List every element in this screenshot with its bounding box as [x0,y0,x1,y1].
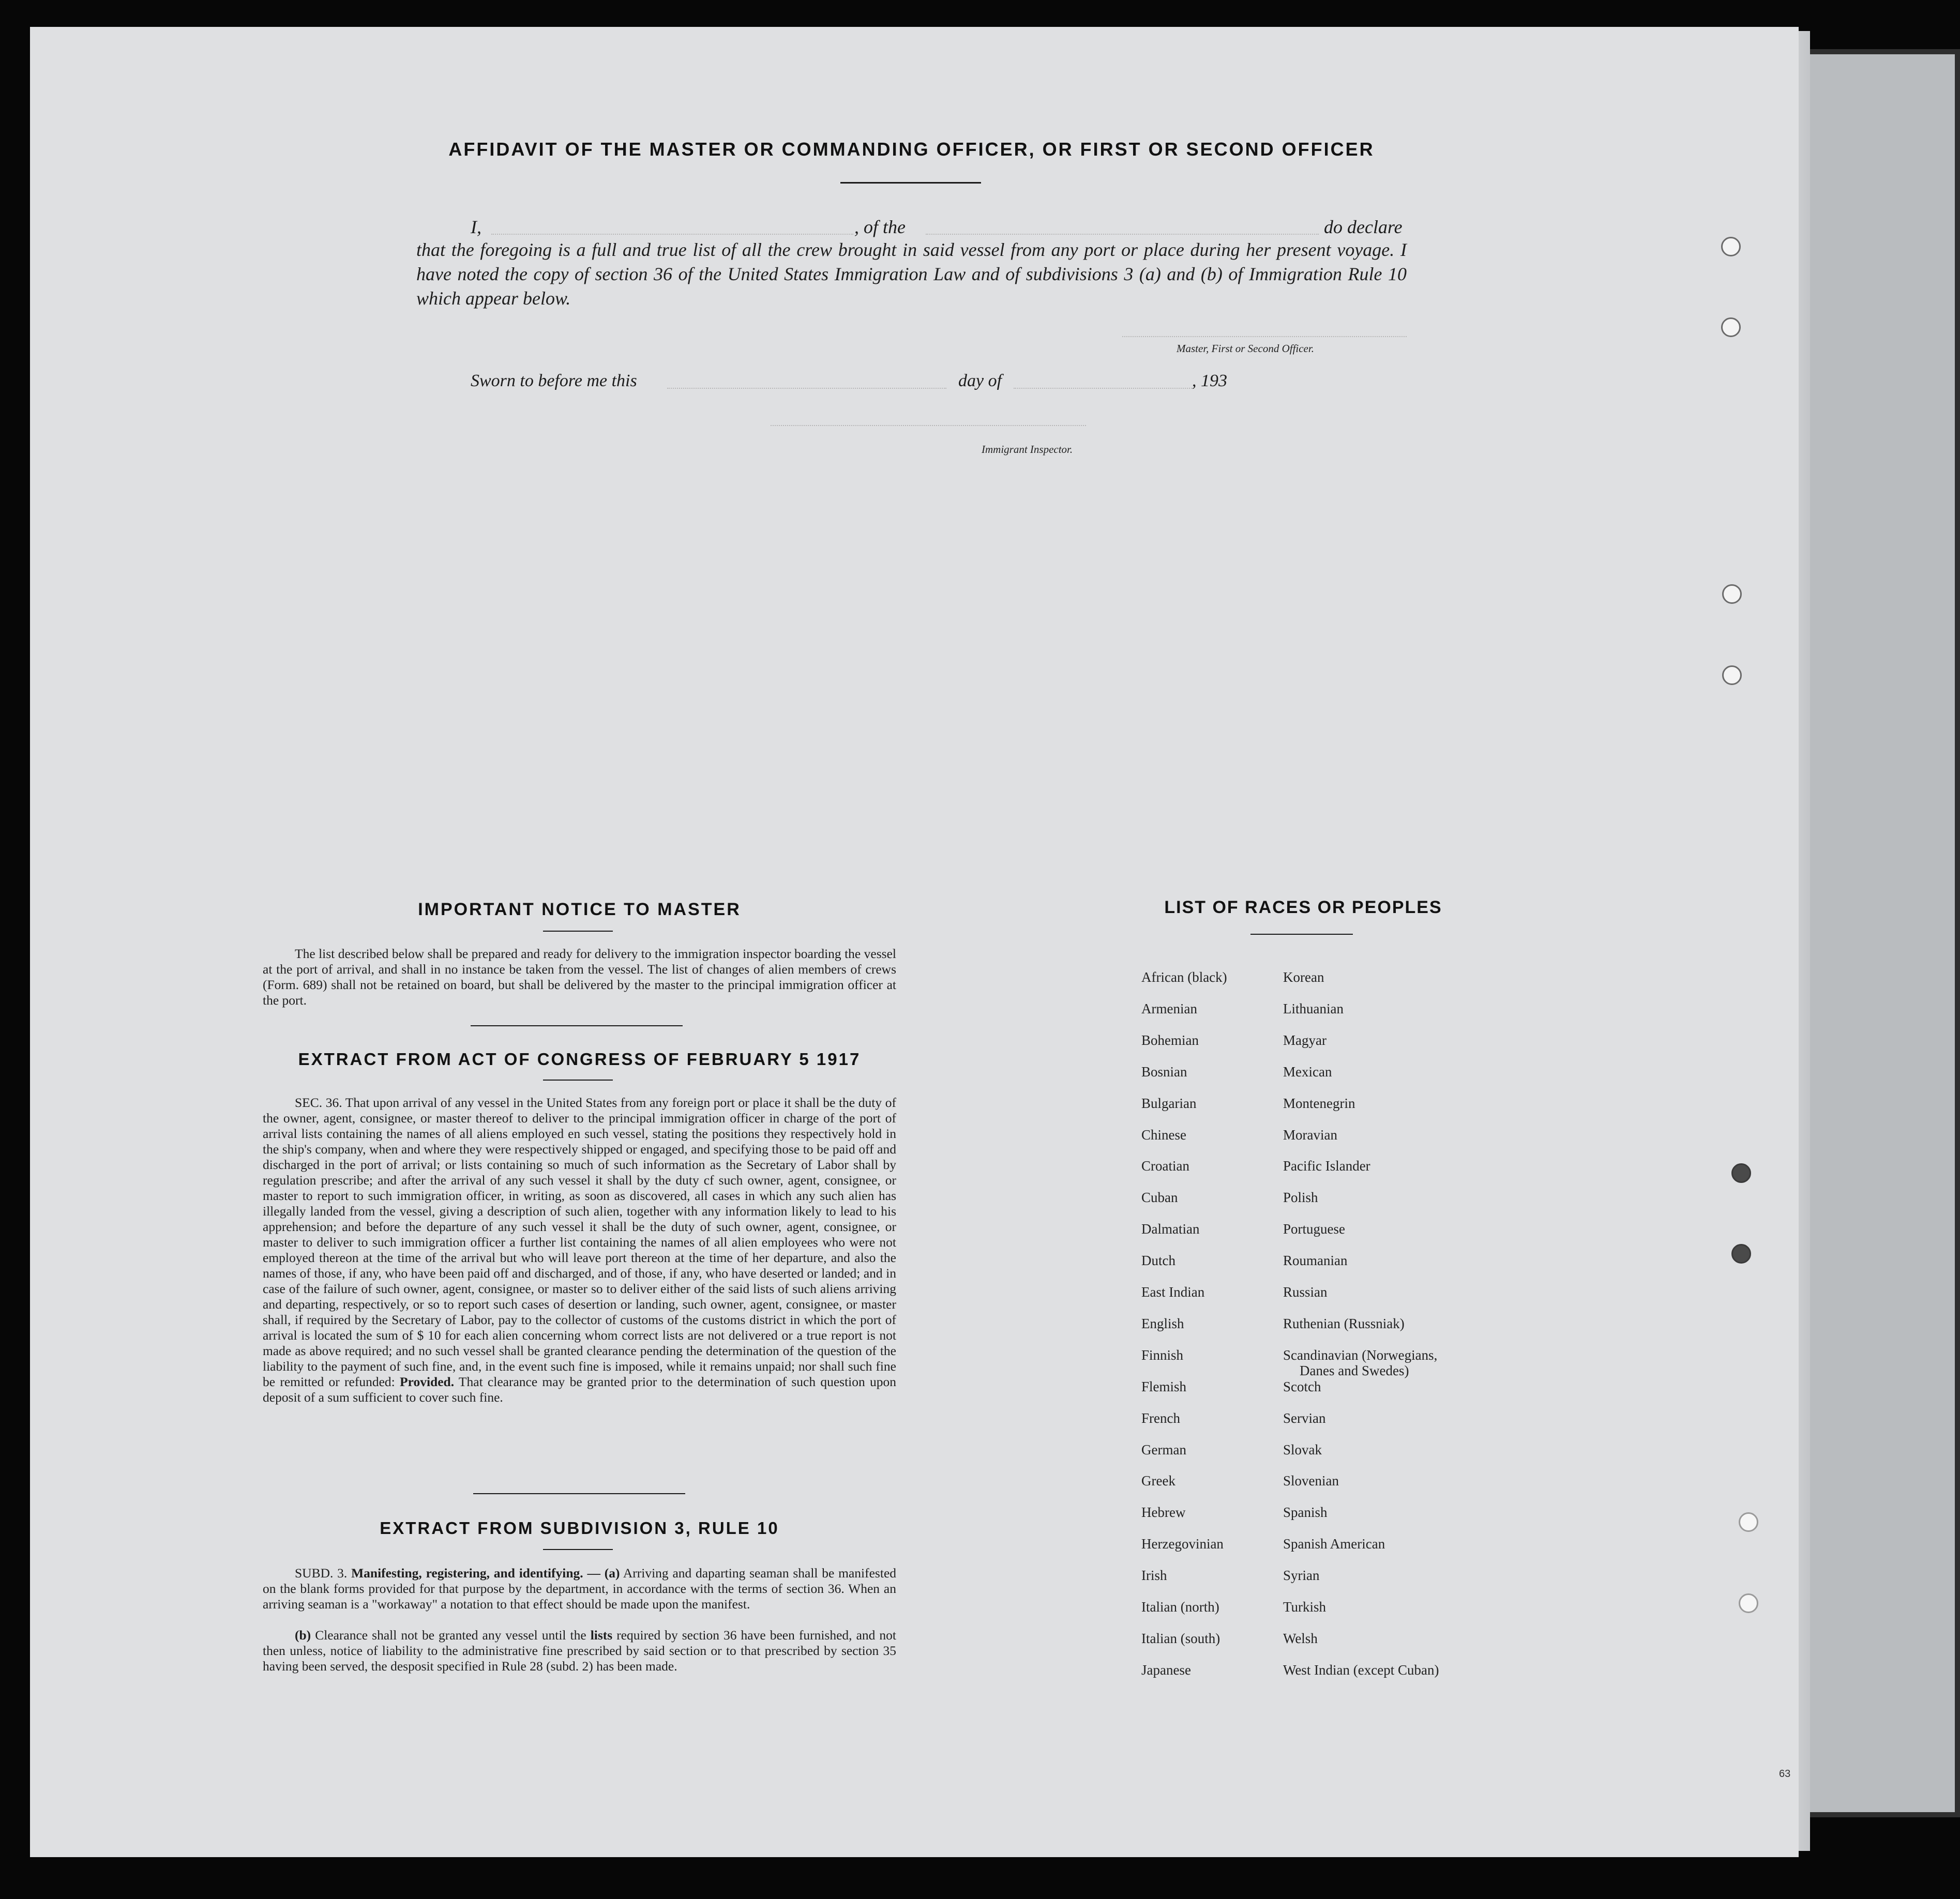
race-item: Italian (south) [1141,1630,1220,1646]
race-item: Montenegrin [1283,1095,1355,1111]
race-item: Scandinavian (Norwegians, [1283,1347,1438,1363]
race-item-continuation: Danes and Swedes) [1300,1363,1409,1378]
rule-a-prefix: SUBD. 3. [295,1566,348,1581]
year-label: , 193 [1192,371,1227,390]
signature-label: Master, First or Second Officer. [1177,342,1314,355]
race-item: Irish [1141,1568,1167,1584]
page-number: 63 [1779,1768,1791,1780]
races-title: LIST OF RACES OR PEOPLES [1164,898,1442,917]
race-item: Herzegovinian [1141,1536,1224,1552]
race-item: Ruthenian (Russniak) [1283,1315,1405,1331]
rule-extract-a [263,1566,896,1612]
inspector-line [771,425,1086,426]
binder-hole-icon [1722,584,1742,604]
month-line [1014,388,1192,389]
act-extract-body [263,1095,896,1405]
race-item: Turkish [1283,1599,1326,1615]
binder-hole-icon [1739,1593,1758,1613]
notice-title: IMPORTANT NOTICE TO MASTER [418,900,741,919]
race-item: Portuguese [1283,1221,1345,1237]
race-item: Dalmatian [1141,1221,1200,1237]
title-rule [840,182,981,184]
race-item: Spanish American [1283,1536,1385,1552]
binder-hole-icon [1721,317,1741,337]
rule-extract-b [263,1628,896,1674]
race-item: Greek [1141,1473,1175,1489]
rule-rule [543,1549,613,1550]
race-item: Chinese [1141,1127,1186,1143]
rule-b-part2: required by section 36 have been furnished, and not then unless, notice of liability to the administrative fine prescribed by said section or to that prescribed by section 35 having been served, the desposit specified in Rule 28 (subd. 2) has been made. [263,1628,897,1674]
act-body-end: That clearance may be granted prior to the determination of such question upon deposit of a sum sufficient to cover such fine. [263,1374,897,1405]
race-item: Hebrew [1141,1505,1186,1521]
race-item: Finnish [1141,1347,1184,1363]
rule-a-bold: Manifesting, registering, and identifying. — (a) [351,1566,620,1581]
binder-hole-icon [1739,1512,1758,1532]
race-item: Syrian [1283,1568,1320,1584]
binder-hole-icon [1721,237,1741,256]
race-item: Slovak [1283,1441,1322,1457]
day-of-label: day of [958,371,1002,390]
sworn-label: Sworn to before me this [471,371,637,390]
affidavit-i-label: I, [471,217,481,237]
race-item: Cuban [1141,1190,1178,1206]
race-item: Bosnian [1141,1064,1187,1080]
binder-hole-icon [1722,665,1742,685]
race-item: Moravian [1283,1127,1337,1143]
race-item: East Indian [1141,1284,1205,1300]
binder-hole-icon [1731,1163,1751,1183]
race-item: Welsh [1283,1630,1318,1646]
binder-hole-icon [1731,1244,1751,1264]
affidavit-of-the-label: , of the [854,217,906,237]
vessel-line [926,234,1319,235]
race-item: Japanese [1141,1662,1191,1678]
signature-line [1122,336,1407,337]
race-item: Flemish [1141,1378,1187,1394]
race-item: Spanish [1283,1505,1328,1521]
notice-rule [543,931,613,932]
back-sheet-edge [1795,54,1955,1812]
act-provided: Provided. [400,1374,455,1389]
rule-a-body: Arriving and daparting seaman shall be manifested on the blank forms provided for that purpose by the department, in accordance with the terms of section 36. When an arriving seaman is a "workaway" a notation to that effect should be made upon the manifest. [263,1566,897,1612]
race-item: Roumanian [1283,1253,1348,1269]
rule-b-part1: Clearance shall not be granted any vessel until the [315,1628,586,1643]
race-item: Russian [1283,1284,1328,1300]
race-item: French [1141,1410,1180,1426]
act-extract-title: EXTRACT FROM ACT OF CONGRESS OF FEBRUARY 5 1917 [298,1050,861,1069]
race-item: Armenian [1141,1000,1197,1016]
race-item: Bohemian [1141,1032,1199,1048]
race-item: Mexican [1283,1064,1332,1080]
race-item: Servian [1283,1410,1326,1426]
races-rule [1250,934,1353,935]
act-rule [543,1080,613,1081]
race-item: West Indian (except Cuban) [1283,1662,1439,1678]
rule-extract-title: EXTRACT FROM SUBDIVISION 3, RULE 10 [380,1518,779,1538]
race-item: Italian (north) [1141,1599,1219,1615]
race-item: Magyar [1283,1032,1326,1048]
race-item: English [1141,1315,1184,1331]
affidavit-body: that the foregoing is a full and true list of all the crew brought in said vessel from any port or place during her present voyage. I have noted the copy of section 36 of the United States Immigration Law and of subdivisions 3 (a) and (b) of Immigration Rule 10 which appear below. [416,239,1407,309]
rule-b-lists: lists [590,1628,613,1643]
race-item: African (black) [1141,969,1227,985]
act-divider [473,1493,685,1494]
name-line [491,234,853,235]
race-item: Lithuanian [1283,1000,1344,1016]
race-item: Scotch [1283,1378,1321,1394]
race-item: Dutch [1141,1253,1175,1269]
race-item: Korean [1283,969,1324,985]
race-item: German [1141,1441,1186,1457]
race-item: Slovenian [1283,1473,1339,1489]
affidavit-do-declare: do declare [1324,217,1403,237]
rule-b-bold: (b) [295,1628,311,1643]
inspector-label: Immigrant Inspector. [982,443,1073,455]
act-body-text: SEC. 36. That upon arrival of any vessel in the United States from any foreign port or place it shall be the duty of the owner, agent, consignee, or master thereof to deliver to the principal immigration officer in charge of the port of arrival lists containing the names of all aliens employed en such vessel, stating the positions they respectively hold in the ship's company, when and where they were respectively shipped or engaged, and specifying those to be paid off and discharged in the port of arrival; or lists containing so much of such information as the Secretary of Labor shall by regulation prescribe; and after the arrival of any such vessel it shall by the duty cf such owner, agent, consignee, or master to report to such immigration officer, in writing, as soon as discovered, all cases in which any such alien has illegally landed from the vessel, giving a description of such alien, together with any information likely to lead to his apprehension; and before the departure of any such vessel it shall be the duty of such owner, agent, consignee, or master to deliver to such immigration officer a further list containing the names of all alien employees who were not employed thereon at the time of the arrival but who will leave port thereon at the time of her departure, and also the names of those, if any, who have been paid off and discharged, and of those, if any, who have deserted or landed; and in case of the failure of such owner, agent, consignee, or master so to deliver either of the said lists of such aliens arriving and departing, respectively, or so to report such cases of desertion or landing, such owner, agent, consignee, or master shall, if required by the Secretary of Labor, pay to the collector of customs of the customs district in which the port of arrival is located the sum of $ 10 for each alien concerning whom correct lists are not delivered or a true report is not made as above required; and no such vessel shall be granted clearance pending the determination of the question of the liability to the payment of such fine, and, in the event such fine is imposed, while it remains unpaid; nor shall such fine be remitted or refunded: [263,1095,896,1389]
race-item: Croatian [1141,1158,1189,1174]
notice-body: The list described below shall be prepared and ready for delivery to the immigration inspector boarding the vessel at the port of arrival, and shall in no instance be taken from the vessel. The list of changes of alien members of crews (Form. 689) shall not be retained on board, but shall be delivered by the master to the principal immigration officer at the port. [263,946,896,1008]
race-item: Polish [1283,1190,1318,1206]
affidavit-title: AFFIDAVIT OF THE MASTER OR COMMANDING OFFICER, OR FIRST OR SECOND OFFICER [448,139,1375,160]
race-item: Bulgarian [1141,1095,1197,1111]
race-item: Pacific Islander [1283,1158,1370,1174]
notice-divider [471,1025,683,1026]
day-line [667,388,946,389]
